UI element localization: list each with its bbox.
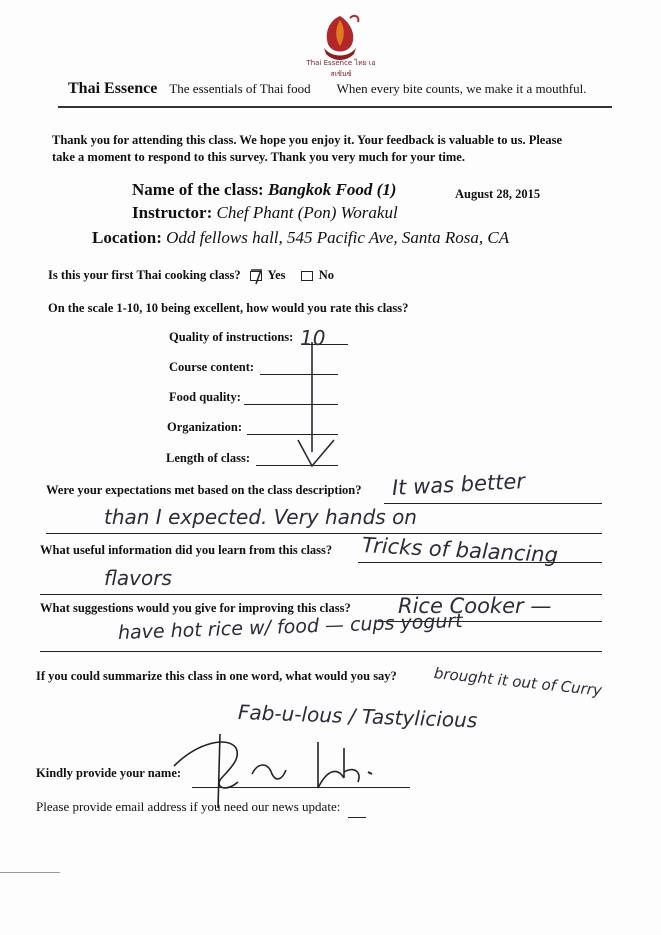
yes-checkbox[interactable]	[250, 271, 262, 281]
class-date: August 28, 2015	[455, 187, 541, 201]
location-row	[92, 228, 509, 248]
rating-label-length: Length of class:	[166, 451, 251, 465]
expectations-question: Were your expectations met based on the class description?	[46, 483, 362, 497]
instructor-value: Chef Phant (Pon) Worakul	[216, 203, 398, 222]
summary-answer-2: Fab-u-lous / Tastylicious	[237, 700, 478, 733]
first-class-question: Is this your first Thai cooking class?	[48, 268, 241, 282]
name-label: Kindly provide your name:	[36, 766, 182, 780]
suggestions-question: What suggestions would you give for improving this class?	[40, 601, 351, 615]
logo-text: Thai Essence ไทย เอสเซ้นซ์	[306, 59, 376, 78]
intro-line-1: Thank you for attending this class. We hope you enjoy it. Your feedback is valuable to us. Please	[52, 133, 563, 147]
checkmark-icon	[249, 266, 267, 286]
expectations-line-2	[46, 533, 602, 534]
rating-label-food: Food quality:	[169, 390, 241, 404]
brand-name: Thai Essence	[68, 80, 158, 97]
no-checkbox[interactable]	[301, 271, 313, 281]
yes-label: Yes	[267, 268, 286, 282]
suggestions-answer-1: Rice Cooker —	[398, 594, 552, 618]
summary-answer-1: brought it out of Curry	[433, 664, 603, 700]
tagline: The essentials of Thai food	[169, 81, 311, 96]
useful-info-answer-1: Tricks of balancing	[361, 533, 559, 568]
class-name-value: Bangkok Food (1)	[267, 180, 397, 199]
expectations-answer-2: than I expected. Very hands on	[104, 505, 417, 529]
thai-essence-logo	[306, 10, 376, 78]
page-edge-mark	[0, 872, 60, 873]
intro-line-2: take a moment to respond to this survey. Thank you very much for your time.	[52, 150, 465, 164]
no-label: No	[318, 268, 335, 282]
suggestions-answer-2: have hot rice w/ food — cups yogurt	[117, 609, 464, 644]
summary-question: If you could summarize this class in one word, what would you say?	[36, 669, 397, 683]
useful-info-question: What useful information did you learn from this class?	[40, 543, 333, 557]
first-class-row	[48, 268, 334, 283]
instructor-row	[132, 203, 398, 223]
rating-label-content: Course content:	[169, 360, 255, 374]
email-label: Please provide email address if you need our news update:	[36, 799, 341, 814]
rating-question: On the scale 1-10, 10 being excellent, how would you rate this class?	[48, 301, 409, 315]
rating-answer-instructions: 10	[300, 326, 326, 350]
useful-info-answer-2: flavors	[104, 566, 172, 590]
rating-label-organization: Organization:	[167, 420, 242, 434]
header-bar	[68, 80, 586, 98]
ditto-arrow-icon	[294, 340, 340, 472]
location-value: Odd fellows hall, 545 Pacific Ave, Santa Rosa, CA	[166, 228, 510, 247]
email-line[interactable]	[348, 817, 366, 818]
expectations-line-1	[384, 503, 602, 504]
class-name-label: Name of the class:	[132, 180, 264, 199]
class-name-row	[132, 180, 396, 200]
header-divider	[58, 106, 612, 108]
suggestions-line-2	[40, 651, 602, 652]
instructor-label: Instructor:	[132, 203, 213, 222]
motto: When every bite counts, we make it a mouthful.	[336, 81, 587, 96]
location-label: Location:	[92, 228, 162, 247]
expectations-answer-1: It was better	[391, 469, 526, 500]
rating-label-instructions: Quality of instructions:	[169, 330, 294, 344]
